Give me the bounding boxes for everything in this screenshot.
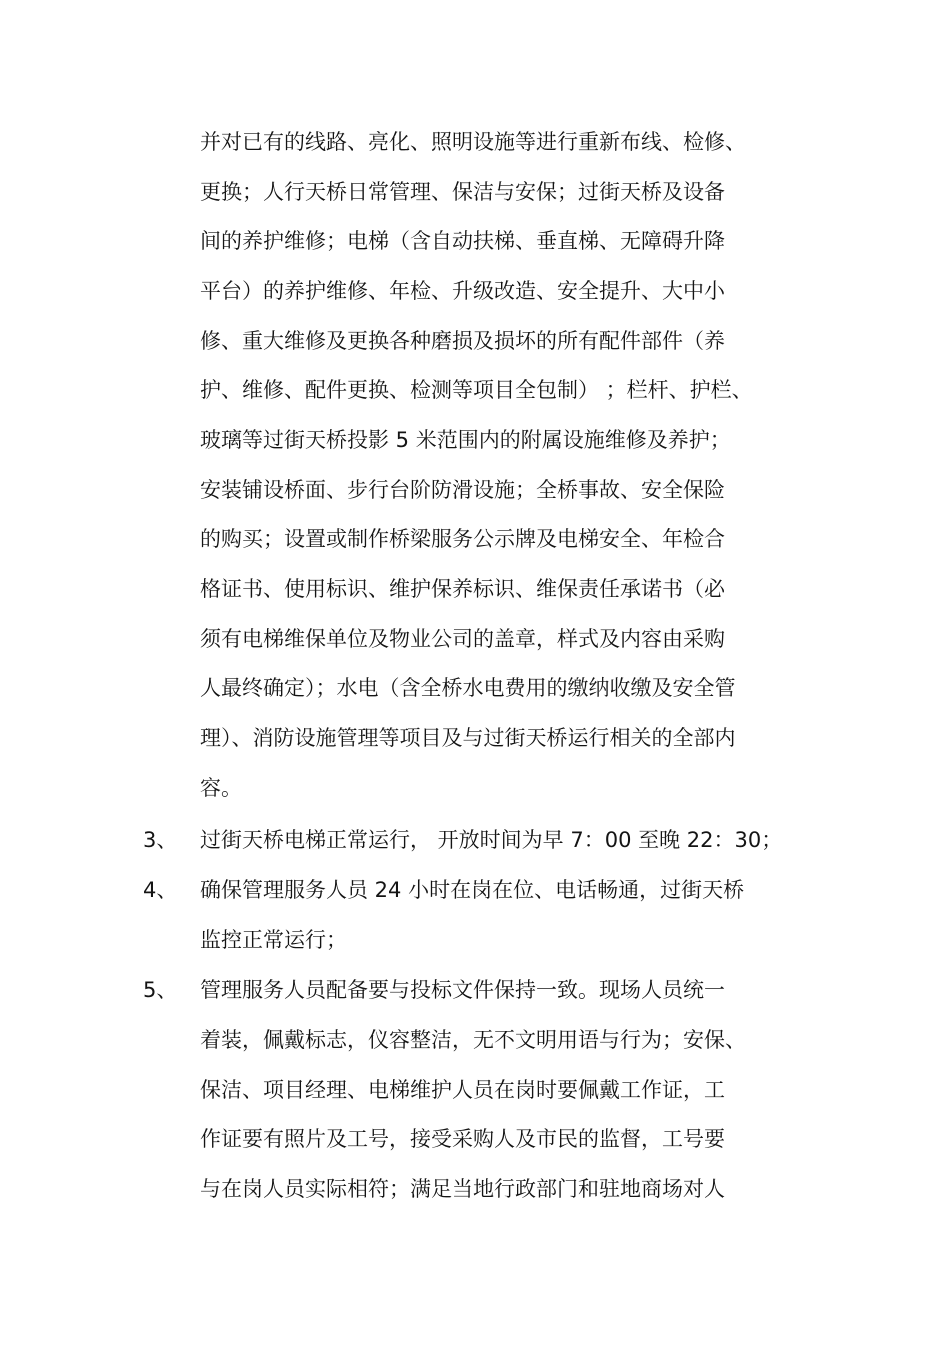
line-text: 间的养护维修；电梯（含自动扶梯、垂直梯、无障碍升降: [200, 229, 725, 253]
list-item-3: [0, 820, 950, 860]
paragraph-line: [0, 420, 950, 460]
line-text: 安装铺设桥面、步行台阶防滑设施；全桥事故、安全保险: [200, 478, 725, 502]
paragraph-line: [0, 1169, 950, 1209]
line-text: 护、维修、配件更换、检测等项目全包制） ；栏杆、护栏、: [200, 378, 753, 402]
paragraph-line: [0, 768, 950, 808]
paragraph-line: [0, 718, 950, 758]
paragraph-line: [0, 920, 950, 960]
line-text: 确保管理服务人员 24 小时在岗在位、电话畅通，过街天桥: [200, 878, 745, 902]
paragraph-line: [0, 1070, 950, 1110]
paragraph-line: [0, 172, 950, 212]
paragraph-line: [0, 519, 950, 559]
line-text: 理）、消防设施管理等项目及与过街天桥运行相关的全部内: [200, 726, 736, 750]
paragraph-line: [0, 271, 950, 311]
paragraph-line: [0, 370, 950, 410]
line-text: 须有电梯维保单位及物业公司的盖章，样式及内容由采购: [200, 627, 725, 651]
paragraph-line: [0, 122, 950, 162]
paragraph-line: [0, 619, 950, 659]
line-text: 监控正常运行；: [200, 928, 347, 952]
line-text: 平台）的养护维修、年检、升级改造、安全提升、大中小: [200, 279, 725, 303]
line-text: 管理服务人员配备要与投标文件保持一致。现场人员统一: [200, 978, 725, 1002]
line-text: 保洁、项目经理、电梯维护人员在岗时要佩戴工作证，工: [200, 1078, 725, 1102]
line-text: 并对已有的线路、亮化、照明设施等进行重新布线、检修、: [200, 130, 746, 154]
paragraph-line: [0, 221, 950, 261]
paragraph-line: [0, 569, 950, 609]
paragraph-line: [0, 470, 950, 510]
item-number: 3、: [143, 828, 178, 852]
paragraph-line: [0, 321, 950, 361]
line-text: 与在岗人员实际相符；满足当地行政部门和驻地商场对人: [200, 1177, 725, 1201]
line-text: 容。: [200, 776, 242, 800]
line-text: 着装，佩戴标志，仪容整洁，无不文明用语与行为；安保、: [200, 1028, 746, 1052]
paragraph-line: [0, 668, 950, 708]
line-text: 修、重大维修及更换各种磨损及损坏的所有配件部件（养: [200, 329, 725, 353]
line-text: 更换；人行天桥日常管理、保洁与安保；过街天桥及设备: [200, 180, 725, 204]
list-item-4: [0, 870, 950, 910]
line-text: 的购买；设置或制作桥梁服务公示牌及电梯安全、年检合: [200, 527, 725, 551]
item-number: 4、: [143, 878, 178, 902]
line-text: 作证要有照片及工号，接受采购人及市民的监督，工号要: [200, 1127, 725, 1151]
item-number: 5、: [143, 978, 178, 1002]
list-item-5: [0, 970, 950, 1010]
line-text: 过街天桥电梯正常运行， 开放时间为早 7：00 至晚 22：30；: [200, 828, 783, 852]
line-text: 玻璃等过街天桥投影 5 米范围内的附属设施维修及养护；: [200, 428, 731, 452]
paragraph-line: [0, 1119, 950, 1159]
paragraph-line: [0, 1020, 950, 1060]
line-text: 人最终确定）；水电（含全桥水电费用的缴纳收缴及安全管: [200, 676, 736, 700]
line-text: 格证书、使用标识、维护保养标识、维保责任承诺书（必: [200, 577, 725, 601]
